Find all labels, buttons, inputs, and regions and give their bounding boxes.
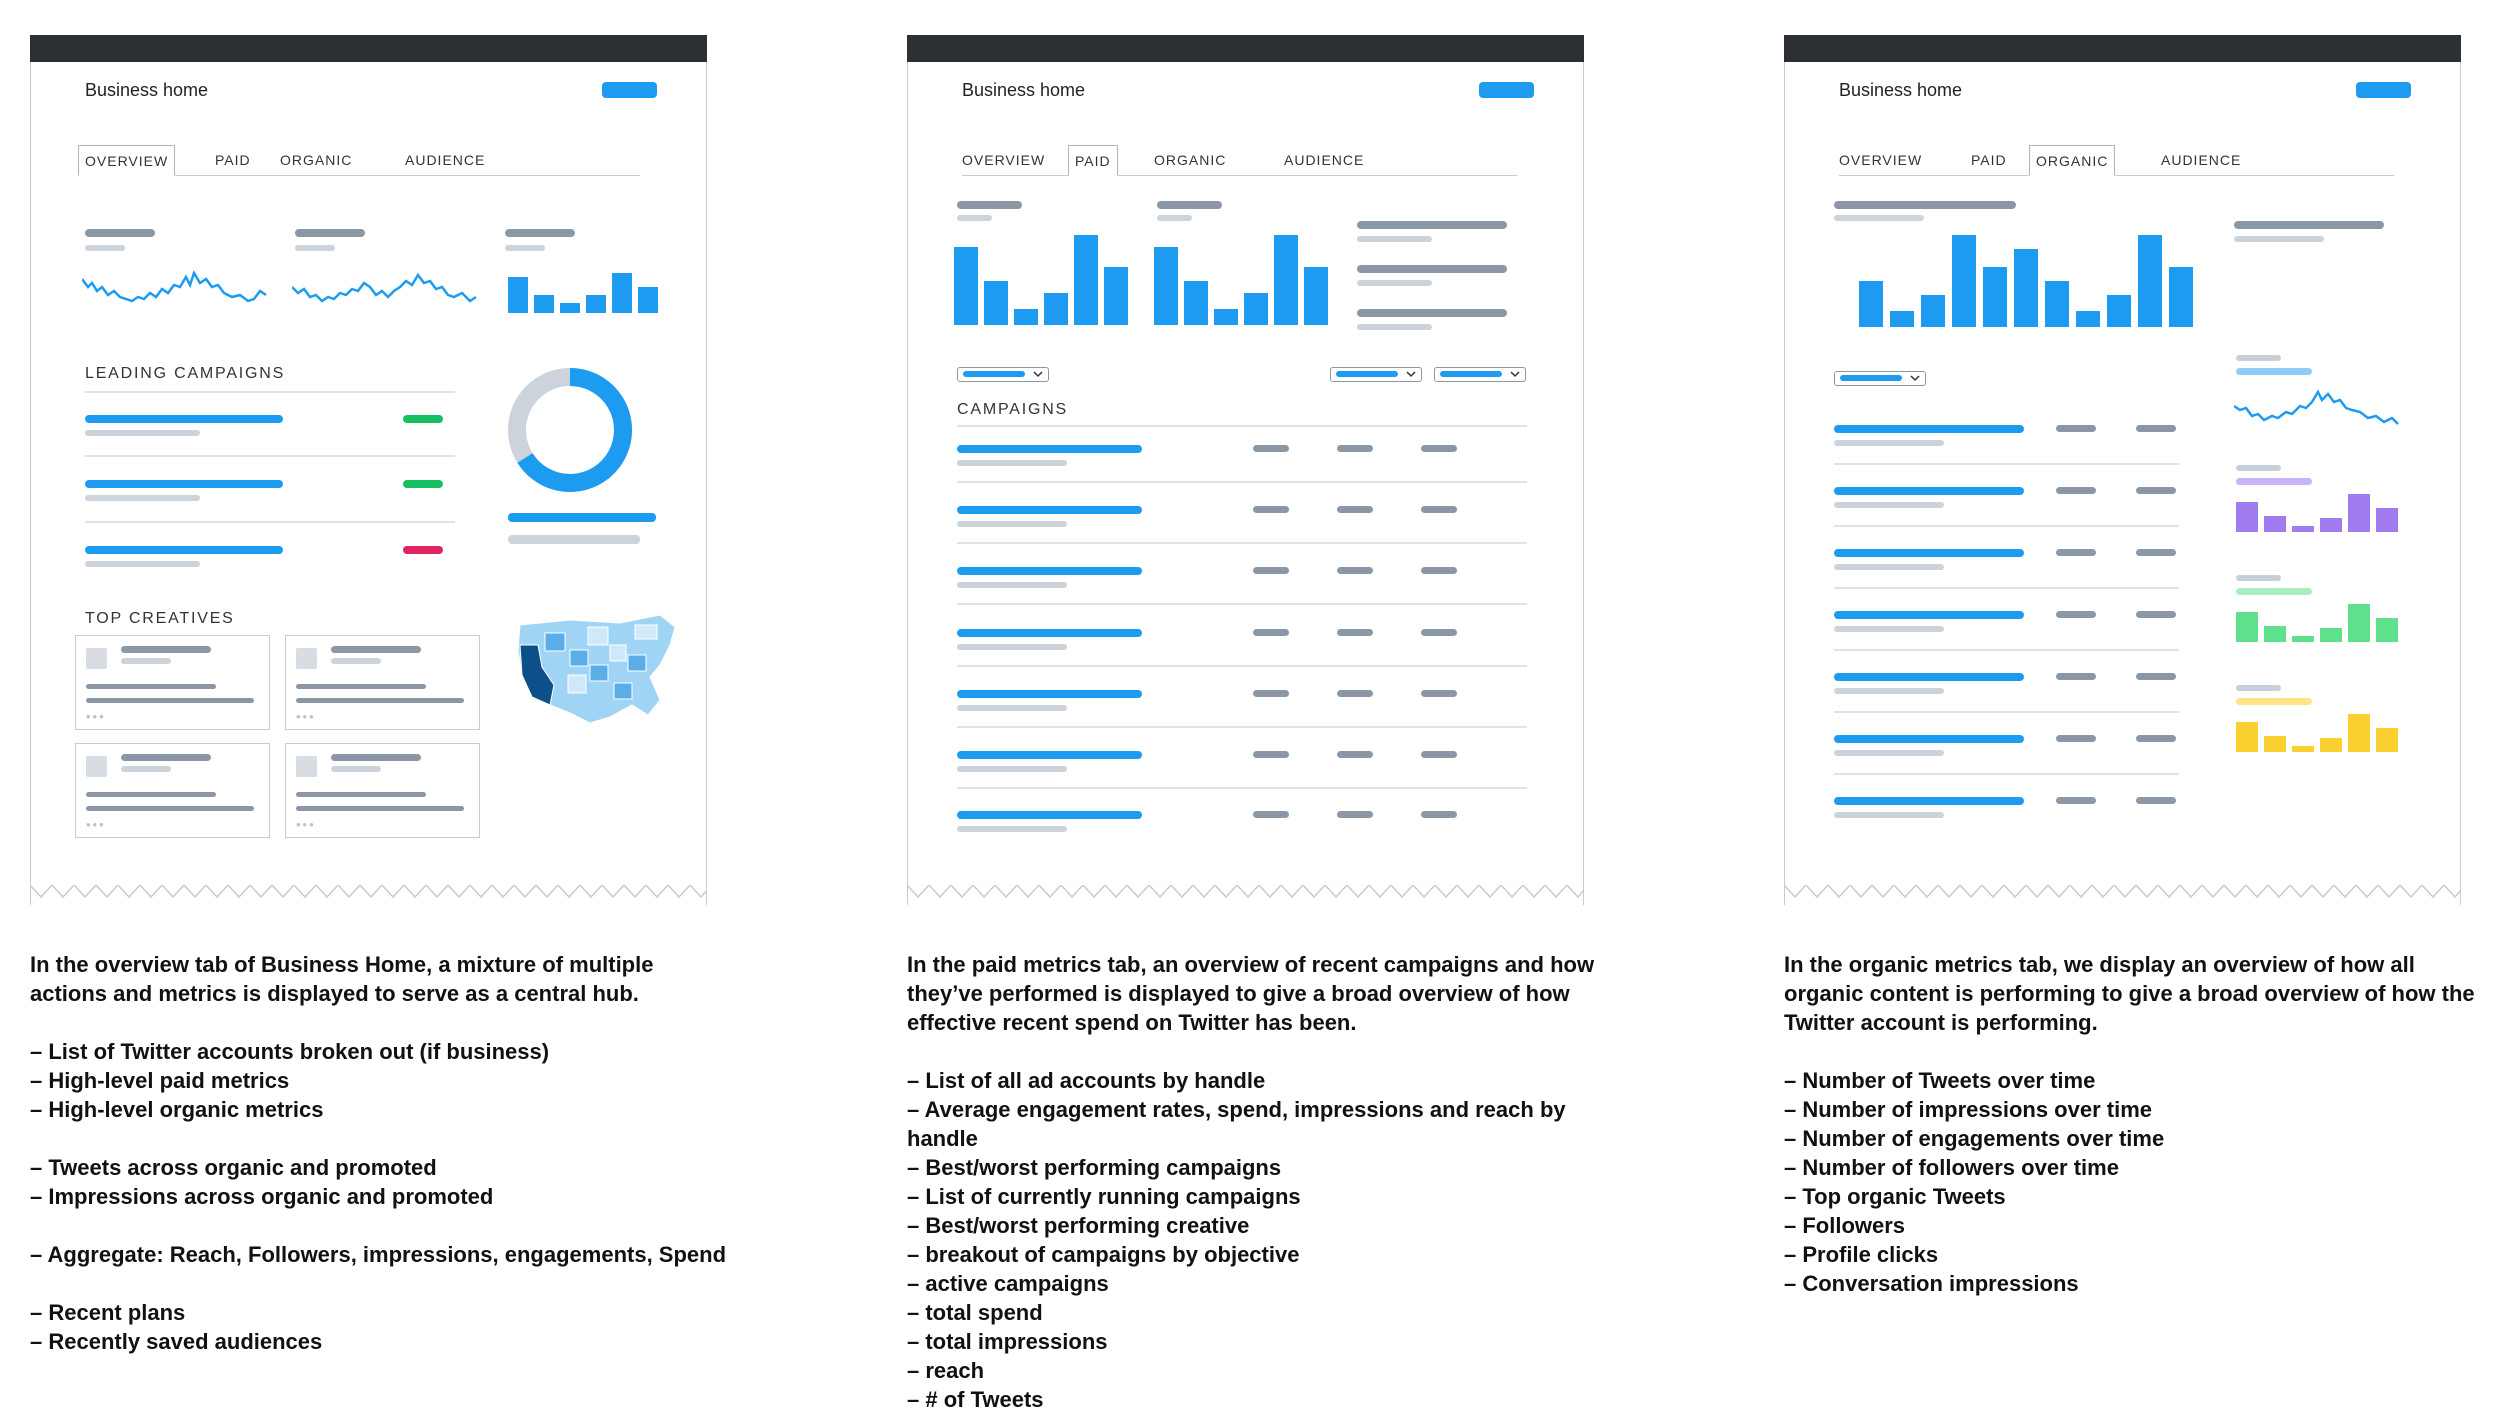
tab-audience[interactable]: AUDIENCE [405, 152, 486, 168]
caption-item: – List of Twitter accounts broken out (if business) [30, 1039, 550, 1064]
chart-bar [2169, 267, 2193, 327]
primary-action-button[interactable] [602, 82, 657, 98]
tab-paid[interactable]: PAID [1971, 152, 2007, 168]
summary-metric [1357, 221, 1507, 229]
campaign-sublabel [957, 644, 1067, 650]
chart-bar [1014, 309, 1038, 325]
chart-bar [2045, 281, 2069, 327]
campaign-sublabel [957, 521, 1067, 527]
divider [957, 603, 1527, 605]
caption-list [30, 1037, 730, 1124]
chart-bar [1952, 235, 1976, 327]
caption-item: – active campaigns [907, 1271, 1109, 1296]
tweet-metric [2136, 611, 2176, 618]
metric-sublabel [505, 245, 545, 251]
creative-card[interactable] [75, 743, 270, 838]
chart-bar [2292, 636, 2314, 642]
metric-sublabel [957, 215, 992, 221]
tab-organic[interactable]: ORGANIC [2029, 145, 2115, 176]
chart-bar [1184, 281, 1208, 325]
chart-bar [2348, 604, 2370, 642]
chart-bar [508, 277, 528, 313]
tweet-sublabel [1834, 750, 1944, 756]
caption-intro: In the organic metrics tab, we display an overview of how all organic content is performing to give a broad overview of how the Twitter account is performing. [1784, 952, 2475, 1035]
campaign-metric [1337, 629, 1373, 636]
impressions-bar-chart [2236, 602, 2401, 647]
widget-label [2236, 575, 2281, 581]
campaign-link[interactable] [85, 480, 283, 488]
chart-bar [2320, 518, 2342, 532]
section-title-campaigns: CAMPAIGNS [957, 401, 1069, 418]
overview-panel [30, 35, 707, 905]
creative-text [296, 806, 464, 811]
campaign-metric [1253, 690, 1289, 697]
creative-handle [121, 658, 171, 664]
campaign-metric [1337, 811, 1373, 818]
divider [85, 391, 455, 393]
caption-list [30, 1153, 730, 1211]
sparkline-chart [82, 257, 267, 317]
tab-paid[interactable]: PAID [1068, 145, 1118, 176]
donut-chart [505, 365, 655, 515]
tweet-metric [2136, 549, 2176, 556]
campaign-metric [1253, 567, 1289, 574]
chart-bar [2292, 526, 2314, 532]
primary-action-button[interactable] [2356, 82, 2411, 98]
caption-item: – Tweets across organic and promoted [30, 1155, 437, 1180]
torn-edge [1784, 885, 2461, 905]
tweet-sublabel [1834, 564, 1944, 570]
metric-label [295, 229, 365, 237]
campaign-link[interactable] [957, 629, 1142, 637]
caption-item: – total impressions [907, 1329, 1108, 1354]
chart-bar [1921, 295, 1945, 327]
tweet-link[interactable] [1834, 549, 2024, 557]
campaign-link[interactable] [85, 546, 283, 554]
creative-handle [331, 658, 381, 664]
tab-paid[interactable]: PAID [215, 152, 251, 168]
widget-label [2236, 465, 2281, 471]
caption-list [30, 1240, 730, 1269]
chevron-down-icon [1406, 370, 1416, 378]
tab-overview[interactable]: OVERVIEW [1839, 152, 1923, 168]
divider [957, 726, 1527, 728]
divider [1834, 587, 2179, 589]
tab-overview[interactable]: OVERVIEW [78, 145, 175, 176]
tab-bar [962, 145, 1517, 176]
tweet-metric [2136, 425, 2176, 432]
caption-list [30, 1298, 730, 1356]
paid-bar-chart [1154, 235, 1339, 330]
sparkline-chart [292, 257, 477, 317]
chart-bar [1859, 281, 1883, 327]
summary-sublabel [1357, 236, 1432, 242]
chart-bar [2348, 494, 2370, 532]
campaign-metric [1253, 811, 1289, 818]
more-icon: ••• [86, 709, 106, 724]
caption-item: – High-level paid metrics [30, 1068, 290, 1093]
widget-title [2236, 478, 2312, 485]
widget-title [2236, 698, 2312, 705]
chart-bar [2014, 249, 2038, 327]
caption-item: – Recent plans [30, 1300, 186, 1325]
caption-item: – Impressions across organic and promoted [30, 1184, 494, 1209]
caption-item: – Best/worst performing campaigns [907, 1155, 1282, 1180]
summary-sublabel [1357, 280, 1432, 286]
chart-bar [2264, 626, 2286, 642]
select-value [1336, 371, 1398, 377]
campaign-metric [1253, 506, 1289, 513]
creative-title [331, 646, 421, 653]
metric-sublabel [1834, 215, 1924, 221]
creative-handle [331, 766, 381, 772]
tweet-metric [2136, 673, 2176, 680]
campaign-sublabel [957, 766, 1067, 772]
chart-bar [2076, 311, 2100, 327]
creative-handle [121, 766, 171, 772]
creative-thumbnail [86, 756, 107, 777]
widget-label [2236, 355, 2281, 361]
caption-list [1784, 1066, 2484, 1298]
organic-panel [1784, 35, 2461, 905]
chart-bar [1890, 311, 1914, 327]
window-titlebar [30, 35, 707, 62]
campaign-sublabel [85, 495, 200, 501]
torn-edge [30, 885, 707, 905]
chart-bar [1244, 293, 1268, 325]
creative-thumbnail [296, 648, 317, 669]
tweet-sublabel [1834, 440, 1944, 446]
chart-bar [534, 295, 554, 313]
status-badge-positive [403, 415, 443, 423]
chart-bar [1104, 267, 1128, 325]
chart-bar [2264, 516, 2286, 532]
paid-bar-chart [954, 235, 1139, 330]
page-sheet [907, 62, 1584, 905]
divider [1834, 525, 2179, 527]
metric-label [1834, 201, 2016, 209]
chart-bar [1214, 309, 1238, 325]
window-titlebar [907, 35, 1584, 62]
widget-title [2236, 588, 2312, 595]
campaign-link[interactable] [957, 567, 1142, 575]
caption-item: – List of all ad accounts by handle [907, 1068, 1266, 1093]
creative-text [86, 698, 254, 703]
creative-card[interactable] [285, 635, 480, 730]
chart-bar [2376, 728, 2398, 752]
caption-intro: In the overview tab of Business Home, a mixture of multiple actions and metrics is displayed to serve as a central hub. [30, 952, 654, 1006]
select-value [1440, 371, 1502, 377]
creative-card[interactable] [285, 743, 480, 838]
campaign-metric [1337, 506, 1373, 513]
tweet-sublabel [1834, 626, 1944, 632]
chart-bar [2320, 738, 2342, 752]
divider [85, 521, 455, 523]
organic-bar-chart [1859, 235, 2204, 333]
caption-item: – List of currently running campaigns [907, 1184, 1301, 1209]
campaign-metric [1337, 567, 1373, 574]
page-title: Business home [85, 80, 209, 100]
campaign-sublabel [957, 582, 1067, 588]
chart-bar [560, 303, 580, 313]
creative-thumbnail [296, 756, 317, 777]
chevron-down-icon [1910, 374, 1920, 382]
creative-title [331, 754, 421, 761]
donut-legend-bar [508, 513, 656, 522]
campaign-metric [1421, 567, 1457, 574]
metric-sublabel [1157, 215, 1192, 221]
caption-item: – Aggregate: Reach, Followers, impressions, engagements, Spend [30, 1242, 727, 1267]
tab-overview[interactable]: OVERVIEW [962, 152, 1046, 168]
tweet-metric [2056, 673, 2096, 680]
divider [957, 542, 1527, 544]
page-sheet [1784, 62, 2461, 905]
campaign-metric [1253, 751, 1289, 758]
engagement-bar-chart [2236, 492, 2401, 537]
caption-item: – total spend [907, 1300, 1043, 1325]
chart-bar [1304, 267, 1328, 325]
caption-item: – Followers [1784, 1213, 1906, 1238]
campaign-link[interactable] [957, 506, 1142, 514]
tab-organic[interactable]: ORGANIC [280, 152, 353, 168]
donut-legend-sublabel [508, 535, 640, 544]
creative-text [86, 806, 254, 811]
tab-audience[interactable]: AUDIENCE [2161, 152, 2242, 168]
tweet-sublabel [1834, 502, 1944, 508]
status-badge-positive [403, 480, 443, 488]
caption-item: – Best/worst performing creative [907, 1213, 1250, 1238]
campaign-link[interactable] [957, 445, 1142, 453]
followers-sparkline [2234, 380, 2399, 430]
tweet-metric [2056, 549, 2096, 556]
caption-item: – # of Tweets [907, 1387, 1044, 1412]
campaign-metric [1253, 445, 1289, 452]
divider [1834, 463, 2179, 465]
campaign-metric [1253, 629, 1289, 636]
campaign-metric [1337, 751, 1373, 758]
campaign-metric [1337, 690, 1373, 697]
divider [85, 455, 455, 457]
section-title-top-creatives: TOP CREATIVES [85, 610, 235, 627]
tweet-link[interactable] [1834, 425, 2024, 433]
chart-bar [1983, 267, 2007, 327]
tweet-link[interactable] [1834, 735, 2024, 743]
paid-panel [907, 35, 1584, 905]
caption-item: – Number of Tweets over time [1784, 1068, 2096, 1093]
campaign-metric [1421, 506, 1457, 513]
creative-thumbnail [86, 648, 107, 669]
tab-bar [85, 145, 640, 176]
caption-item: – Top organic Tweets [1784, 1184, 2006, 1209]
chart-bar [1274, 235, 1298, 325]
chart-bar [1154, 247, 1178, 325]
metric-sublabel [295, 245, 335, 251]
summary-sublabel [2234, 236, 2324, 242]
account-select[interactable] [1834, 371, 1926, 386]
widget-title [2236, 368, 2312, 375]
chart-bar [2376, 508, 2398, 532]
creative-text [296, 684, 426, 689]
tweet-link[interactable] [1834, 673, 2024, 681]
divider [1834, 649, 2179, 651]
caption-item: – Conversation impressions [1784, 1271, 2079, 1296]
campaign-link[interactable] [957, 811, 1142, 819]
tab-audience[interactable]: AUDIENCE [1284, 152, 1365, 168]
page-title: Business home [962, 80, 1086, 100]
chart-bar [2348, 714, 2370, 752]
chart-bar [612, 273, 632, 313]
select-value [1840, 375, 1902, 381]
summary-metric [1357, 265, 1507, 273]
caption-intro: In the paid metrics tab, an overview of recent campaigns and how they’ve performed is displayed to give a broad overview of how effective recent spend on Twitter has been. [907, 952, 1595, 1035]
tweet-link[interactable] [1834, 797, 2024, 805]
chevron-down-icon [1510, 370, 1520, 378]
tweet-link[interactable] [1834, 611, 2024, 619]
caption-item: – Number of engagements over time [1784, 1126, 2165, 1151]
divider [957, 481, 1527, 483]
campaign-metric [1337, 445, 1373, 452]
tweet-link[interactable] [1834, 487, 2024, 495]
campaign-sublabel [957, 826, 1067, 832]
chart-bar [2107, 295, 2131, 327]
metric-label [957, 201, 1022, 209]
chart-bar [2264, 736, 2286, 752]
caption-item: – reach [907, 1358, 985, 1383]
divider [957, 665, 1527, 667]
chart-bar [954, 247, 978, 325]
summary-sublabel [1357, 324, 1432, 330]
chart-bar [586, 295, 606, 313]
paid-caption [907, 950, 1607, 1414]
primary-action-button[interactable] [1479, 82, 1534, 98]
creative-text [296, 698, 464, 703]
chart-bar [2236, 722, 2258, 752]
tweet-metric [2056, 797, 2096, 804]
tab-organic[interactable]: ORGANIC [1154, 152, 1227, 168]
campaign-link[interactable] [957, 751, 1142, 759]
mini-bar-chart [508, 265, 668, 315]
caption-item: – breakout of campaigns by objective [907, 1242, 1300, 1267]
creative-text [86, 792, 216, 797]
creative-title [121, 754, 211, 761]
section-title-leading-campaigns: LEADING CAMPAIGNS [85, 365, 286, 382]
torn-edge [907, 885, 1584, 905]
caption-item: – Number of impressions over time [1784, 1097, 2152, 1122]
chart-bar [2376, 618, 2398, 642]
us-map-icon [510, 605, 685, 755]
chart-bar [2320, 628, 2342, 642]
tab-bar [1839, 145, 2394, 176]
summary-metric [1357, 309, 1507, 317]
account-select[interactable] [957, 367, 1049, 382]
chart-bar [2236, 612, 2258, 642]
caption-list [907, 1066, 1607, 1414]
metric-label [1157, 201, 1222, 209]
caption-item: – High-level organic metrics [30, 1097, 324, 1122]
caption-item: – Recently saved audiences [30, 1329, 323, 1354]
campaign-sublabel [957, 460, 1067, 466]
divider [1834, 711, 2179, 713]
overview-caption [30, 950, 730, 1356]
tweet-metric [2056, 425, 2096, 432]
campaign-link[interactable] [957, 690, 1142, 698]
date-select[interactable] [1330, 367, 1422, 382]
chart-bar [2236, 502, 2258, 532]
organic-caption [1784, 950, 2484, 1298]
window-titlebar [1784, 35, 2461, 62]
campaign-sublabel [85, 561, 200, 567]
more-icon: ••• [86, 817, 106, 832]
tweet-metric [2056, 487, 2096, 494]
creative-text [296, 792, 426, 797]
page-title: Business home [1839, 80, 1963, 100]
status-badge-negative [403, 546, 443, 554]
creative-card[interactable] [75, 635, 270, 730]
tweet-metric [2136, 797, 2176, 804]
campaign-metric [1421, 445, 1457, 452]
widget-label [2236, 685, 2281, 691]
tweet-sublabel [1834, 688, 1944, 694]
chart-bar [1074, 235, 1098, 325]
chart-bar [2292, 746, 2314, 752]
divider [957, 425, 1527, 427]
metric-sublabel [85, 245, 125, 251]
campaign-metric [1421, 690, 1457, 697]
chart-bar [984, 281, 1008, 325]
caption-item: – Average engagement rates, spend, impressions and reach by handle [907, 1097, 1566, 1151]
campaign-metric [1421, 811, 1457, 818]
more-icon: ••• [296, 709, 316, 724]
tweet-metric [2136, 487, 2176, 494]
chevron-down-icon [1033, 370, 1043, 378]
campaign-sublabel [957, 705, 1067, 711]
caption-item: – Profile clicks [1784, 1242, 1939, 1267]
metric-label [85, 229, 155, 237]
campaign-sublabel [85, 430, 200, 436]
tweet-metric [2056, 611, 2096, 618]
caption-item: – Number of followers over time [1784, 1155, 2119, 1180]
select-value [963, 371, 1025, 377]
chart-bar [638, 287, 658, 313]
creative-title [121, 646, 211, 653]
campaign-metric [1421, 629, 1457, 636]
tweet-metric [2136, 735, 2176, 742]
filter-select[interactable] [1434, 367, 1526, 382]
chart-bar [2138, 235, 2162, 327]
clicks-bar-chart [2236, 712, 2401, 757]
tweet-metric [2056, 735, 2096, 742]
divider [1834, 773, 2179, 775]
metric-label [505, 229, 575, 237]
campaign-link[interactable] [85, 415, 283, 423]
chart-bar [1044, 293, 1068, 325]
more-icon: ••• [296, 817, 316, 832]
campaign-metric [1421, 751, 1457, 758]
tweet-sublabel [1834, 812, 1944, 818]
divider [957, 787, 1527, 789]
summary-metric [2234, 221, 2384, 229]
creative-text [86, 684, 216, 689]
